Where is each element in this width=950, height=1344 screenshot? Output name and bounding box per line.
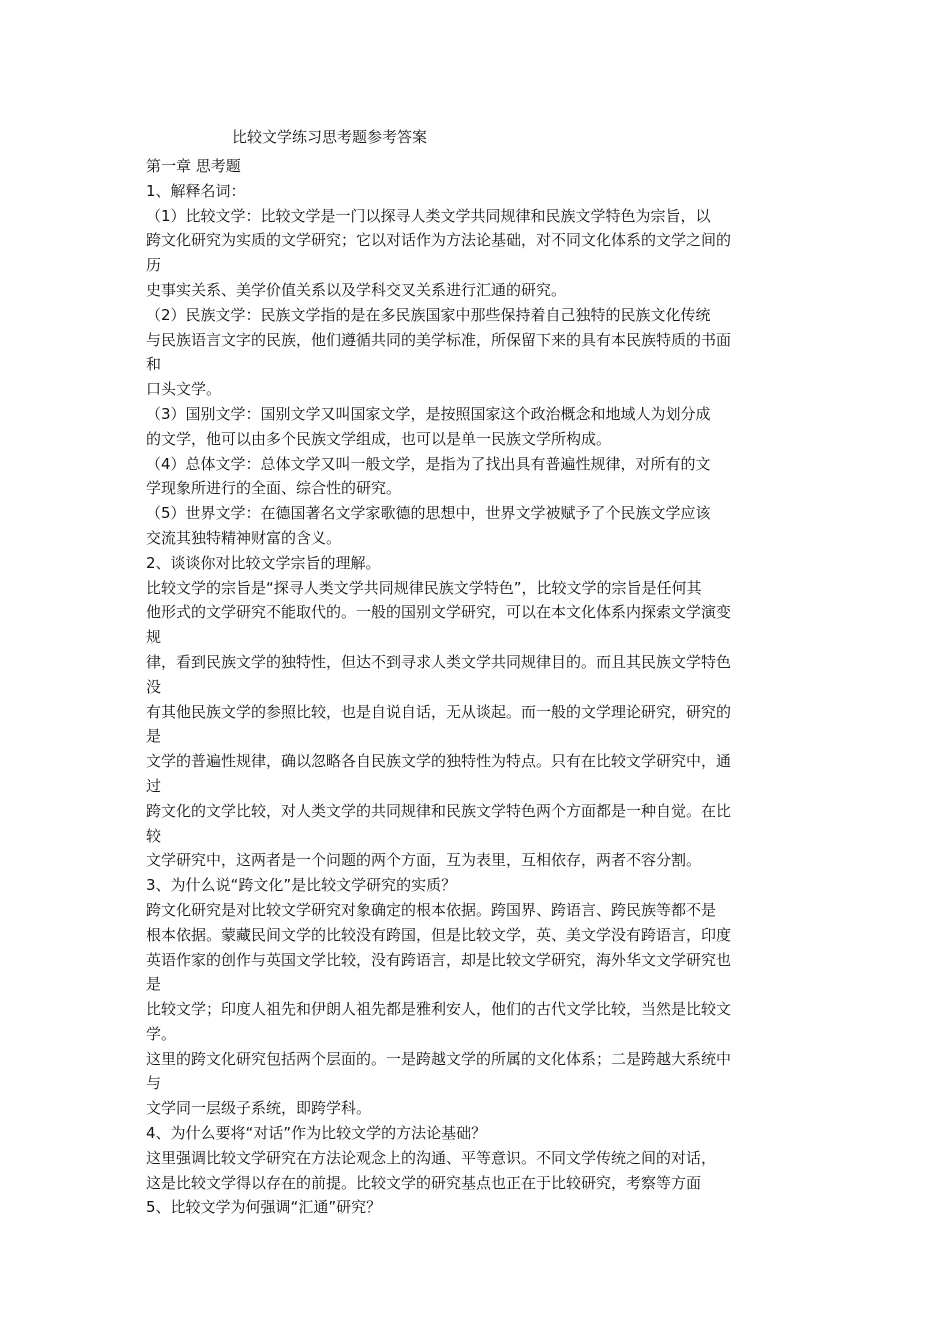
text-line: （1）比较文学：比较文学是一门以探寻人类文学共同规律和民族文学特色为宗旨，以 [146, 206, 711, 225]
text-line: 比较文学的宗旨是“探寻人类文学共同规律民族文学特色”，比较文学的宗旨是任何其 [146, 578, 702, 597]
text-line: 文学的普遍性规律，确以忽略各自民族文学的独特性为特点。只有在比较文学研究中，通 [146, 752, 732, 771]
text-line: 交流其独特精神财富的含义。 [146, 528, 342, 547]
text-line: 没 [146, 677, 162, 696]
text-line: 较 [146, 826, 162, 845]
text-line: 第一章 思考题 [146, 157, 241, 175]
document-body [146, 154, 816, 1220]
text-line: 比较文学；印度人祖先和伊朗人祖先都是雅利安人，他们的古代文学比较，当然是比较文 [146, 1000, 732, 1019]
text-line: （3）国别文学：国别文学又叫国家文学，是按照国家这个政治概念和地域人为划分成 [146, 404, 711, 423]
text-line: 根本依据。蒙藏民间文学的比较没有跨国，但是比较文学，英、美文学没有跨语言，印度 [146, 925, 732, 944]
text-line: 这里的跨文化研究包括两个层面的。一是跨越文学的所属的文化体系；二是跨越大系统中 [146, 1049, 732, 1068]
text-line: 跨文化研究为实质的文学研究；它以对话作为方法论基础，对不同文化体系的文学之间的 [146, 231, 732, 250]
text-line: 5、比较文学为何强调“汇通”研究？ [146, 1198, 382, 1217]
text-line: 文学研究中，这两者是一个问题的两个方面，互为表里，互相依存，两者不容分割。 [146, 851, 702, 870]
text-line: 这是比较文学得以存在的前提。比较文学的研究基点也正在于比较研究，考察等方面 [146, 1173, 702, 1192]
text-line: 过 [146, 776, 162, 795]
text-line: 历 [146, 256, 162, 275]
text-line: 和 [146, 355, 162, 374]
text-line: 律，看到民族文学的独特性，但达不到寻求人类文学共同规律目的。而且其民族文学特色 [146, 652, 732, 671]
text-line: 的文学，他可以由多个民族文学组成，也可以是单一民族文学所构成。 [146, 429, 612, 448]
text-line: 英语作家的创作与英国文学比较，没有跨语言，却是比较文学研究，海外华文文学研究也 [146, 950, 732, 969]
text-line: 跨文化的文学比较，对人类文学的共同规律和民族文学特色两个方面都是一种自觉。在比 [146, 801, 732, 820]
text-line: 文学同一层级子系统，即跨学科。 [146, 1099, 372, 1118]
text-line: 3、为什么说“跨文化”是比较文学研究的实质？ [146, 876, 457, 895]
text-line: 学现象所进行的全面、综合性的研究。 [146, 479, 402, 498]
document-title: 比较文学练习思考题参考答案 [232, 128, 428, 146]
text-line: 口头文学。 [146, 380, 222, 399]
text-line: 2、谈谈你对比较文学宗旨的理解。 [146, 553, 381, 572]
text-line: 他形式的文学研究不能取代的。一般的国别文学研究，可以在本文化体系内探索文学演变 [146, 603, 732, 622]
text-line: 是 [146, 727, 162, 746]
text-line: 史事实关系、美学价值关系以及学科交叉关系进行汇通的研究。 [146, 280, 567, 299]
text-line: 与民族语言文字的民族，他们遵循共同的美学标准，所保留下来的具有本民族特质的书面 [146, 330, 732, 349]
text-line: 4、为什么要将“对话”作为比较文学的方法论基础？ [146, 1124, 487, 1143]
text-line: 1、解释名词： [146, 181, 246, 200]
text-line: 有其他民族文学的参照比较，也是自说自话，无从谈起。而一般的文学理论研究，研究的 [146, 702, 732, 721]
text-line: 与 [146, 1074, 162, 1093]
text-line: 跨文化研究是对比较文学研究对象确定的根本依据。跨国界、跨语言、跨民族等都不是 [146, 900, 717, 919]
text-line: （4）总体文学：总体文学又叫一般文学，是指为了找出具有普遍性规律，对所有的文 [146, 454, 711, 473]
text-line: 这里强调比较文学研究在方法论观念上的沟通、平等意识。不同文学传统之间的对话， [146, 1148, 717, 1167]
text-line: （5）世界文学：在德国著名文学家歌德的思想中，世界文学被赋予了个民族文学应该 [146, 504, 711, 523]
text-line: 是 [146, 975, 162, 994]
text-line: 规 [146, 628, 162, 647]
text-line: （2）民族文学：民族文学指的是在多民族国家中那些保持着自己独特的民族文化传统 [146, 305, 711, 324]
text-line: 学。 [146, 1024, 177, 1043]
